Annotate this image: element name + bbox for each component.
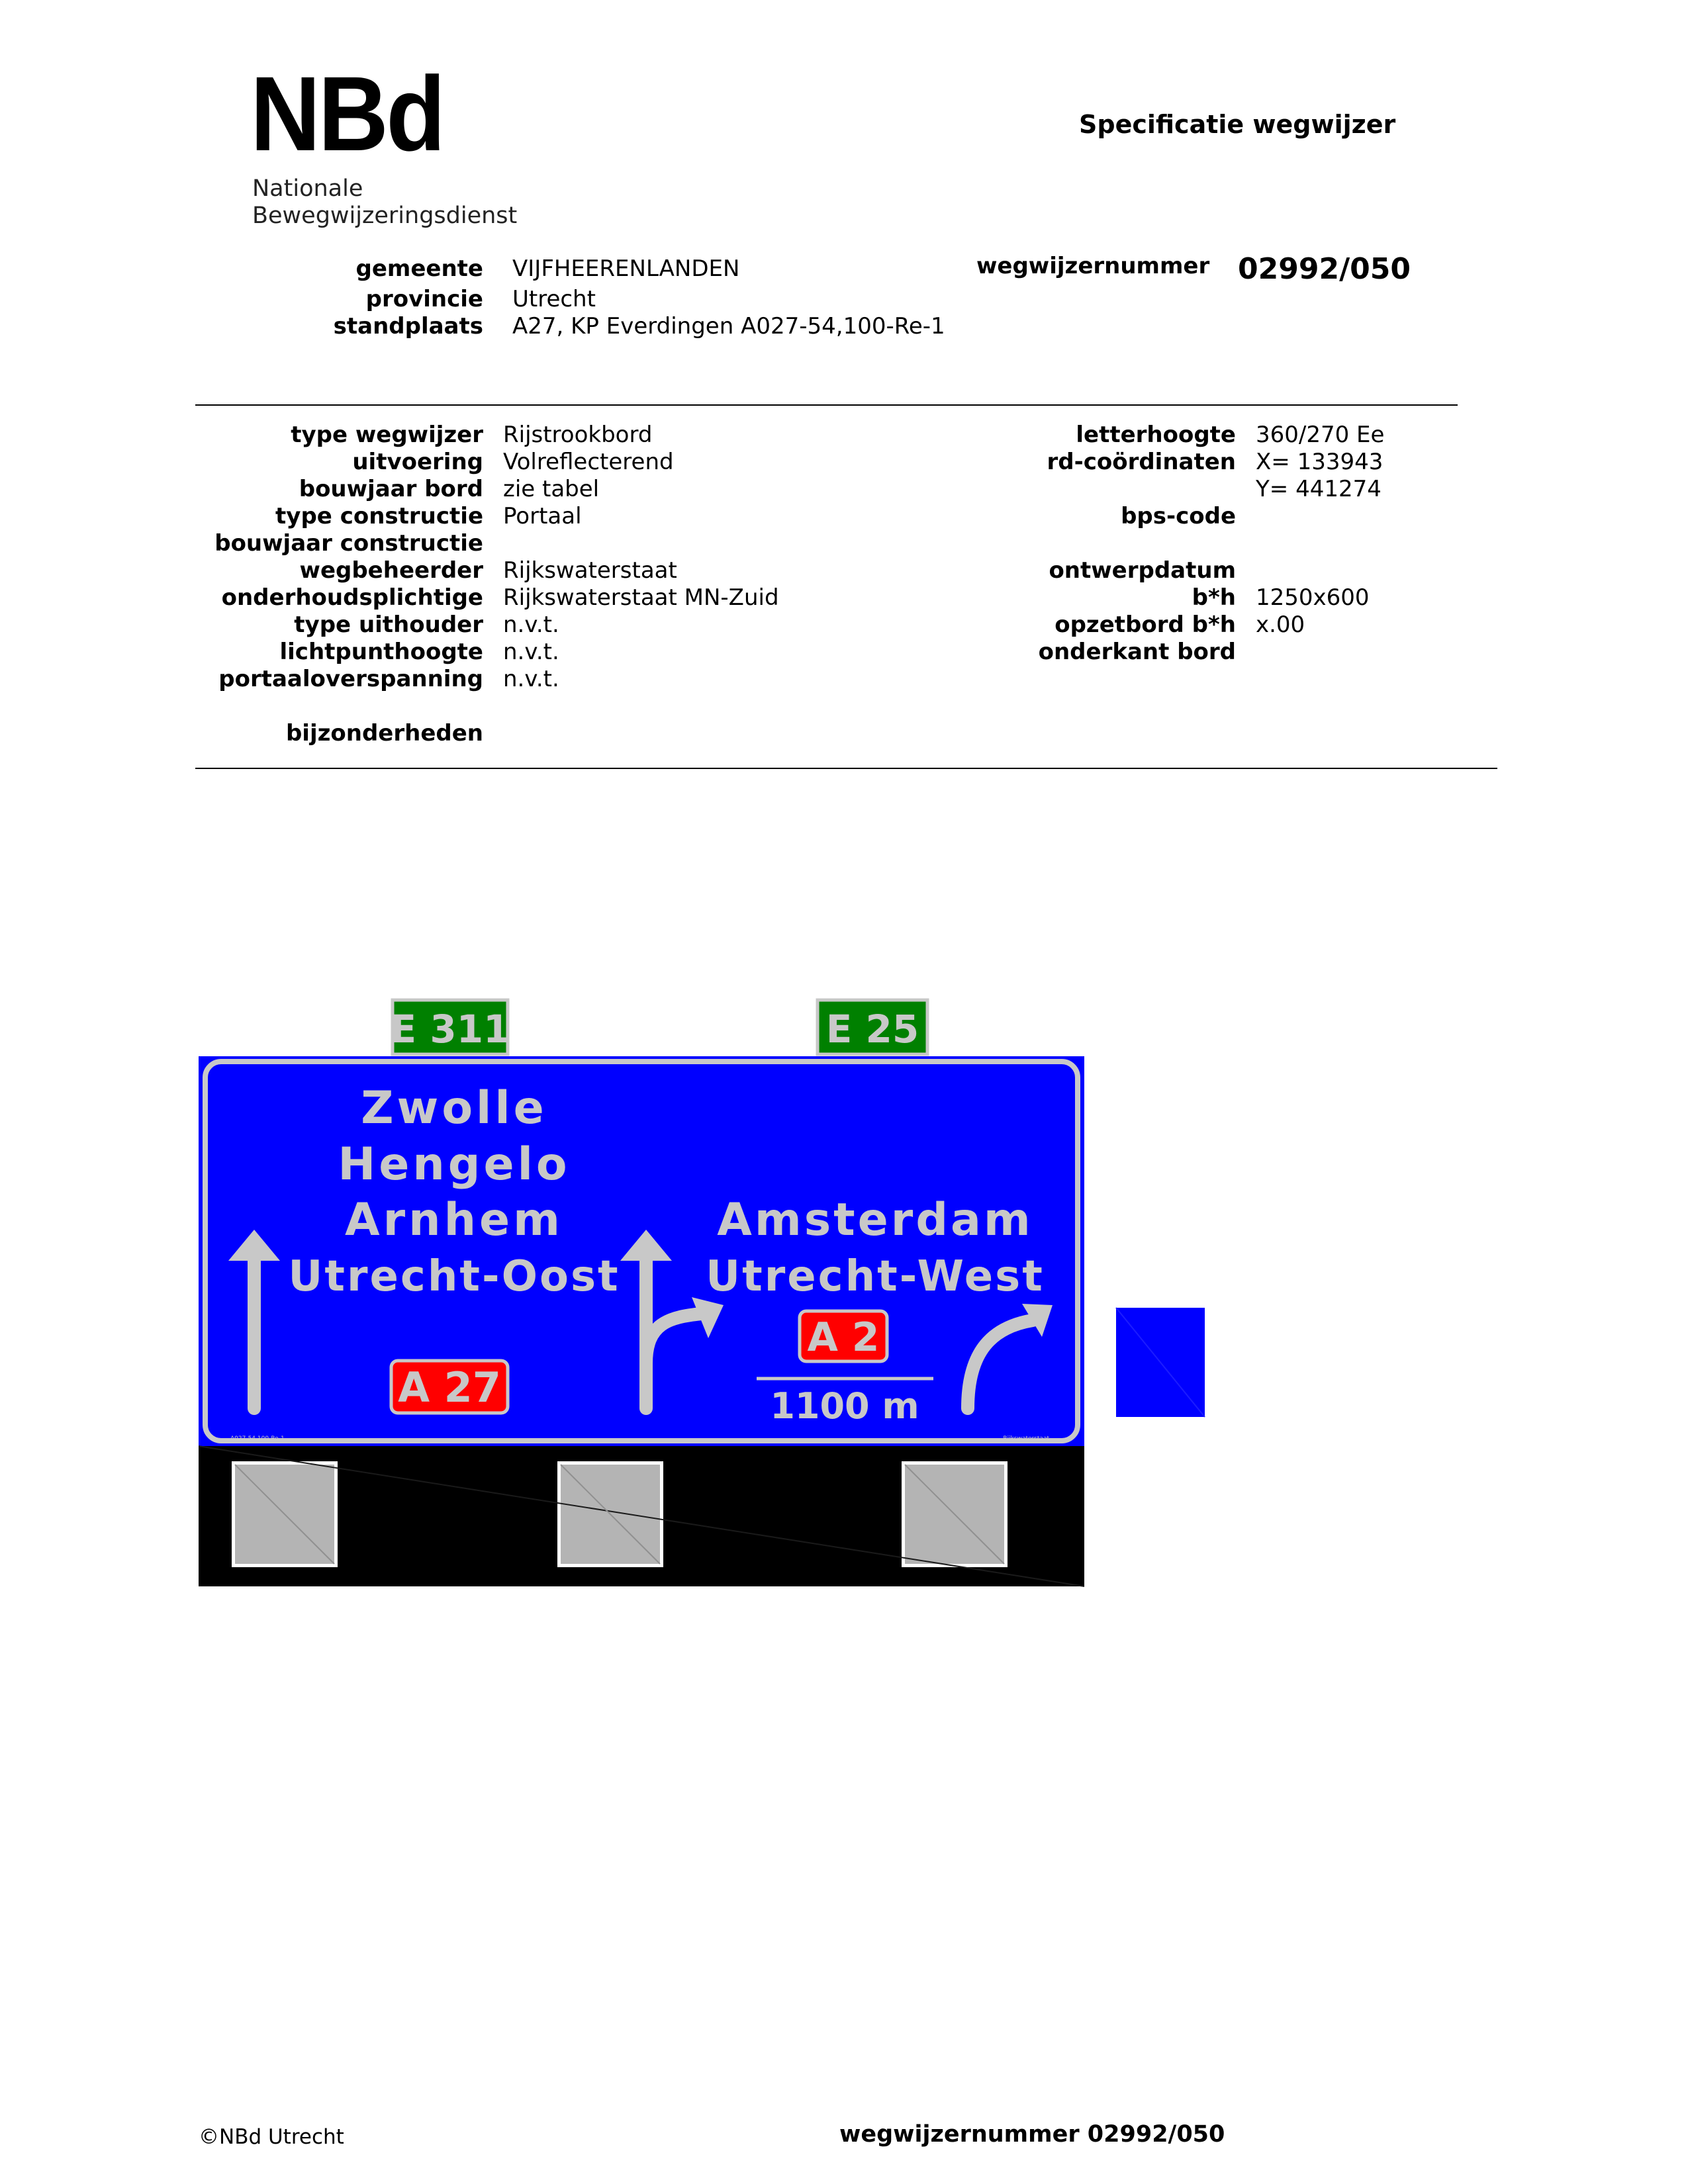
spec-label: bps-code bbox=[1121, 503, 1236, 529]
footer-copyright: ©NBd Utrecht bbox=[199, 2125, 344, 2149]
construction-line bbox=[905, 1465, 1004, 1564]
spec-label: type wegwijzer bbox=[291, 422, 483, 448]
provincie-label: provincie bbox=[365, 286, 483, 312]
spec-label: rd-coördinaten bbox=[1047, 449, 1236, 475]
spec-value: n.v.t. bbox=[503, 612, 559, 638]
spec-label: onderhoudsplichtige bbox=[221, 584, 483, 611]
arrow-head bbox=[620, 1230, 672, 1261]
construction-line bbox=[1116, 1308, 1205, 1417]
footer-sign-number: wegwijzernummer 02992/050 bbox=[839, 2121, 1225, 2148]
logo-org-line2: Bewegwijzeringsdienst bbox=[252, 203, 518, 229]
spec-value: zie tabel bbox=[503, 476, 600, 502]
spec-label: bouwjaar constructie bbox=[214, 530, 483, 557]
provincie-value: Utrecht bbox=[512, 286, 596, 312]
spec-label: wegbeheerder bbox=[299, 557, 483, 584]
standplaats-label: standplaats bbox=[333, 313, 483, 340]
spec-value: 360/270 Ee bbox=[1256, 422, 1385, 448]
spec-label: type constructie bbox=[275, 503, 483, 529]
spec-label: type uithouder bbox=[294, 612, 483, 638]
spec-label: uitvoering bbox=[352, 449, 483, 475]
spec-value: Rijkswaterstaat MN-Zuid bbox=[503, 584, 779, 611]
spec-value: Volreflecterend bbox=[503, 449, 674, 475]
spec-value: n.v.t. bbox=[503, 639, 559, 665]
spec-value: X= 133943 bbox=[1256, 449, 1383, 475]
spec-label: ontwerpdatum bbox=[1049, 557, 1236, 584]
e-route-label: E 25 bbox=[825, 1007, 919, 1052]
destination-text: Arnhem bbox=[345, 1194, 563, 1246]
construction-line bbox=[561, 1465, 660, 1564]
spec-value: n.v.t. bbox=[503, 666, 559, 692]
distance-text: 1100 m bbox=[770, 1385, 919, 1427]
wegwijzernummer-value: 02992/050 bbox=[1238, 252, 1411, 286]
destination-text: Utrecht-Oost bbox=[288, 1252, 620, 1301]
document-title: Specificatie wegwijzer bbox=[1079, 110, 1396, 139]
spec-value: Y= 441274 bbox=[1256, 476, 1382, 502]
destination-text: Amsterdam bbox=[717, 1194, 1033, 1246]
nbd-logo: NBd bbox=[250, 54, 444, 173]
spec-label: lichtpunthoogte bbox=[279, 639, 483, 665]
wegwijzernummer-label: wegwijzernummer bbox=[976, 253, 1210, 279]
spec-label: bouwjaar bord bbox=[299, 476, 483, 502]
spec-value: Rijstrookbord bbox=[503, 422, 653, 448]
spec-label: onderkant bord bbox=[1038, 639, 1236, 665]
curved-right-arrow-icon bbox=[646, 1314, 702, 1363]
spec-label: opzetbord b*h bbox=[1055, 612, 1236, 638]
sign-owner-code: Rijkswaterstaat bbox=[1003, 1435, 1049, 1442]
spec-value: Portaal bbox=[503, 503, 582, 529]
spec-label: b*h bbox=[1192, 584, 1236, 611]
route-label: A 2 bbox=[807, 1314, 880, 1361]
standplaats-value: A27, KP Everdingen A027-54,100-Re-1 bbox=[512, 313, 945, 340]
destination-text: Utrecht-West bbox=[706, 1252, 1045, 1301]
spec-value: Rijkswaterstaat bbox=[503, 557, 677, 584]
spec-value: x.00 bbox=[1256, 612, 1305, 638]
destination-text: Hengelo bbox=[338, 1138, 571, 1191]
gemeente-label: gemeente bbox=[355, 255, 483, 282]
logo-org-line1: Nationale bbox=[252, 175, 363, 202]
e-route-label: E 311 bbox=[390, 1007, 510, 1052]
destination-text: Zwolle bbox=[361, 1082, 547, 1134]
route-label: A 27 bbox=[398, 1363, 501, 1412]
construction-line bbox=[235, 1465, 334, 1564]
spec-value: 1250x600 bbox=[1256, 584, 1370, 611]
construction-line bbox=[199, 1446, 1084, 1586]
arrow-head bbox=[228, 1230, 280, 1261]
spec-label: portaaloverspanning bbox=[218, 666, 483, 692]
gemeente-value: VIJFHEERENLANDEN bbox=[512, 255, 740, 282]
curved-right-arrow-icon bbox=[968, 1320, 1033, 1408]
spec-label: bijzonderheden bbox=[285, 720, 483, 747]
spec-label: letterhoogte bbox=[1076, 422, 1236, 448]
sign-code: A027-54,100-Re-1 bbox=[230, 1435, 285, 1442]
